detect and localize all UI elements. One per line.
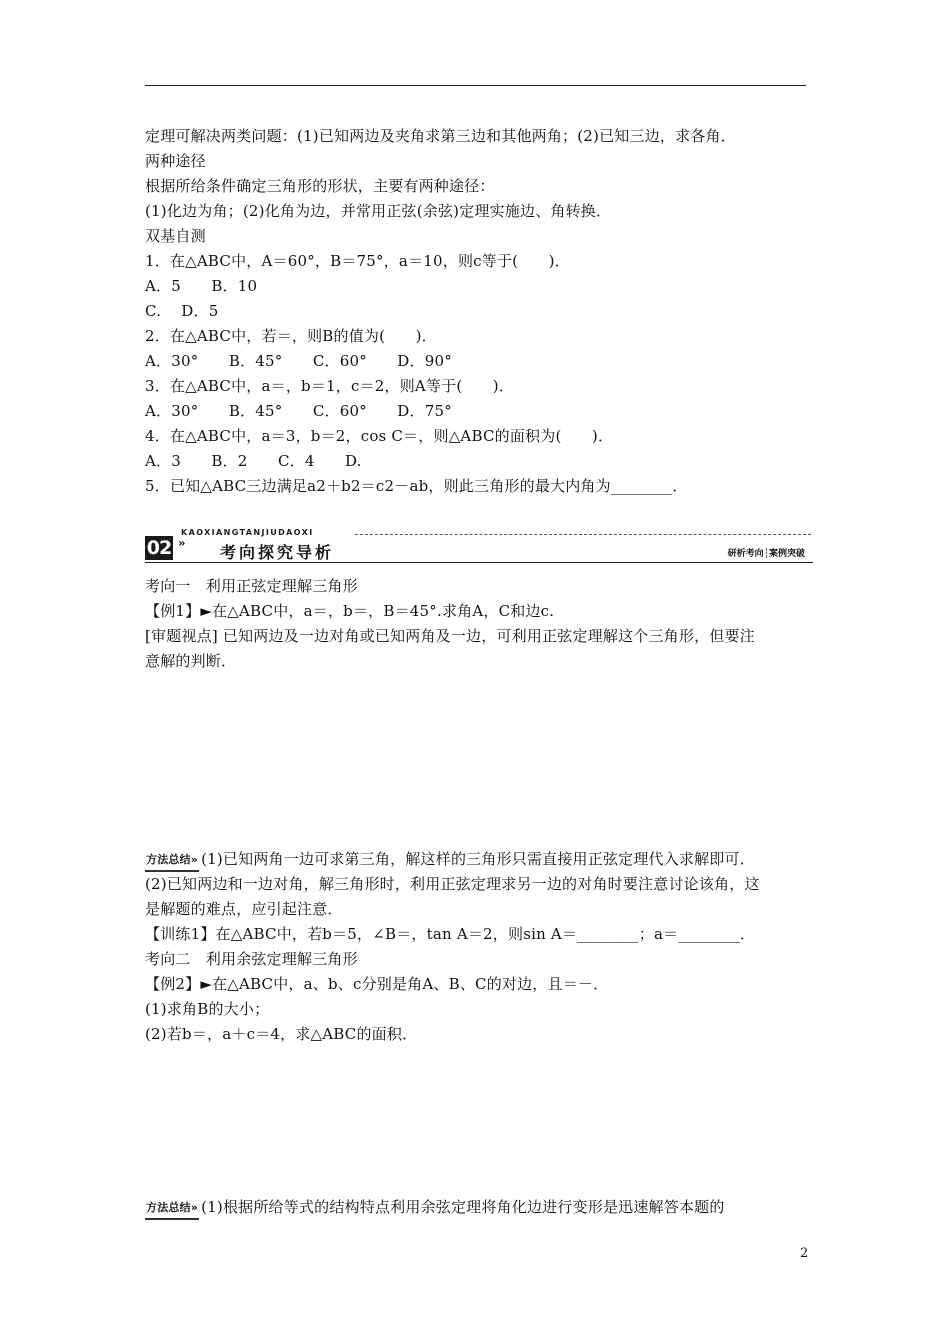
method-summary-text: (1)根据所给等式的结构特点利用余弦定理将角化边进行变形是迅速解答本题的 (201, 1198, 725, 1216)
question-3: 3．在△ABC中，a＝，b＝1，c＝2，则A等于( )． (145, 377, 515, 395)
text-line: 是解题的难点，应引起注意． (145, 900, 343, 918)
heading-self-test: 双基自测 (145, 227, 206, 245)
question-2-options: A．30° B．45° C．60° D．90° (145, 352, 452, 370)
double-chevron-icon: » (178, 536, 186, 550)
question-4: 4．在△ABC中，a＝3，b＝2，cos C＝，则△ABC的面积为( )． (145, 427, 614, 445)
training-1: 【训练1】在△ABC中，若b＝5，∠B＝，tan A＝2，则sin A＝________；a＝________． (145, 925, 756, 943)
text-line: 定理可解决两类问题：(1)已知两边及夹角求第三边和其他两角；(2)已知三边，求各角． (145, 127, 736, 145)
banner-dashed-rule (355, 534, 811, 535)
banner-rule (145, 562, 813, 563)
review-viewpoint-cont: 意解的判断． (145, 652, 237, 670)
topic-1-heading: 考向一 利用正弦定理解三角形 (145, 577, 358, 595)
example-2-part-1: (1)求角B的大小； (145, 1000, 270, 1018)
example-1: 【例1】►在△ABC中，a＝，b＝，B＝45°.求角A，C和边c. (145, 602, 555, 620)
section-banner (145, 522, 813, 568)
question-1-options-b: C. D．5 (145, 302, 219, 320)
banner-title: 考向探究导析 (220, 543, 335, 562)
method-summary-text: (1)已知两角一边可求第三角，解这样的三角形只需直接用正弦定理代入求解即可． (201, 850, 755, 868)
method-summary-tag: 方法总结» (145, 1198, 199, 1220)
text-line: (1)化边为角；(2)化角为边，并常用正弦(余弦)定理实施边、角转换． (145, 202, 612, 220)
example-2: 【例2】►在△ABC中，a、b、c分别是角A、B、C的对边，且＝－． (145, 975, 609, 993)
method-summary-1 (145, 849, 755, 872)
method-summary-2 (145, 1197, 725, 1220)
heading-two-approaches: 两种途径 (145, 152, 206, 170)
banner-pinyin: KAOXIANGTANJIUDAOXI (181, 528, 314, 537)
question-1-options-a: A．5 B．10 (145, 277, 258, 295)
question-5: 5．已知△ABC三边满足a2＋b2＝c2－ab，则此三角形的最大内角为________． (145, 477, 688, 495)
method-summary-tag: 方法总结» (145, 850, 199, 872)
banner-number: 02 (146, 537, 172, 559)
review-viewpoint: [审题视点] 已知两边及一边对角或已知两角及一边，可利用正弦定理解这个三角形，但要注 (145, 627, 755, 645)
question-3-options: A．30° B．45° C．60° D．75° (145, 402, 452, 420)
question-1: 1．在△ABC中，A＝60°，B＝75°，a＝10，则c等于( )． (145, 252, 570, 270)
header-rule (145, 85, 806, 86)
question-2: 2．在△ABC中，若＝，则B的值为( )． (145, 327, 437, 345)
text-line: (2)已知两边和一边对角，解三角形时，利用正弦定理求另一边的对角时要注意讨论该角，这 (145, 875, 760, 893)
text-line: 根据所给条件确定三角形的形状，主要有两种途径： (145, 177, 495, 195)
topic-2-heading: 考向二 利用余弦定理解三角形 (145, 950, 358, 968)
banner-subtitle: 研析考向┆案例突破 (727, 549, 805, 559)
example-2-part-2: (2)若b＝，a＋c＝4，求△ABC的面积． (145, 1025, 418, 1043)
page-number: 2 (800, 1246, 809, 1261)
question-4-options: A．3 B．2 C．4 D. (145, 452, 362, 470)
